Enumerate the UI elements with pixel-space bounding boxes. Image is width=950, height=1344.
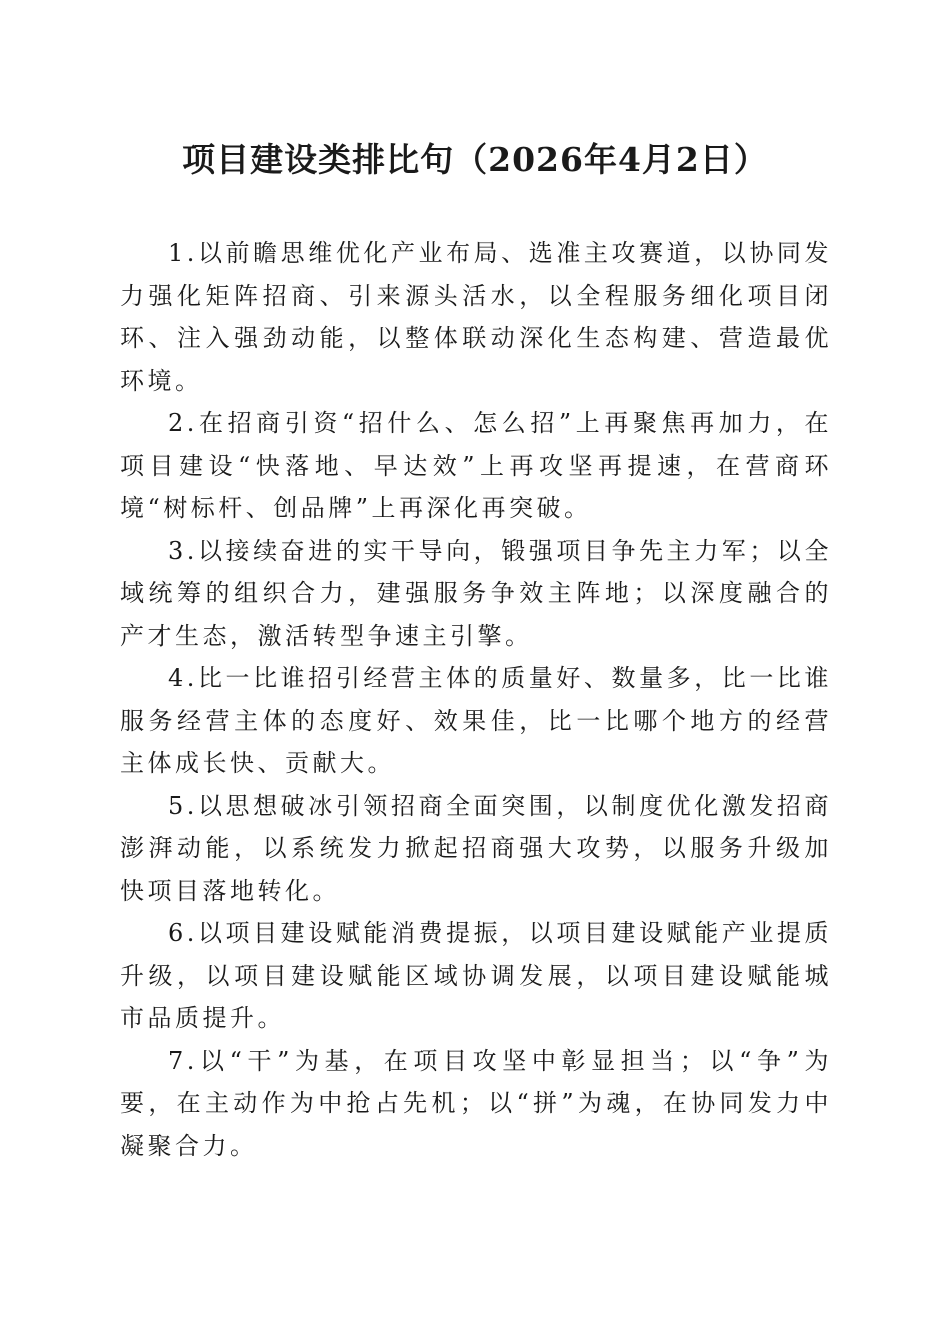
- paragraph-7: 7.以“干”为基，在项目攻坚中彰显担当；以“争”为要，在主动作为中抢占先机；以“拼”为魂，在协同发力中凝聚合力。: [120, 1046, 832, 1160]
- document-body: [120, 232, 832, 1167]
- paragraph-5: 5.以思想破冰引领招商全面突围，以制度优化激发招商澎湃动能，以系统发力掀起招商强大攻势，以服务升级加快项目落地转化。: [120, 791, 832, 905]
- paragraph-1: 1.以前瞻思维优化产业布局、选准主攻赛道，以协同发力强化矩阵招商、引来源头活水，以全程服务细化项目闭环、注入强劲动能，以整体联动深化生态构建、营造最优环境。: [120, 239, 832, 395]
- document-title: 项目建设类排比句（2026年4月2日）: [182, 140, 768, 179]
- paragraph-3: 3.以接续奋进的实干导向，锻强项目争先主力军；以全域统筹的组织合力，建强服务争效主阵地；以深度融合的产才生态，激活转型争速主引擎。: [120, 536, 832, 650]
- paragraph-2: 2.在招商引资“招什么、怎么招”上再聚焦再加力，在项目建设“快落地、早达效”上再攻坚再提速，在营商环境“树标杆、创品牌”上再深化再突破。: [120, 409, 832, 522]
- paragraph-4: 4.比一比谁招引经营主体的质量好、数量多，比一比谁服务经营主体的态度好、效果佳，比一比哪个地方的经营主体成长快、贡献大。: [120, 664, 832, 777]
- paragraph-6: 6.以项目建设赋能消费提振，以项目建设赋能产业提质升级，以项目建设赋能区域协调发展，以项目建设赋能城市品质提升。: [120, 919, 832, 1032]
